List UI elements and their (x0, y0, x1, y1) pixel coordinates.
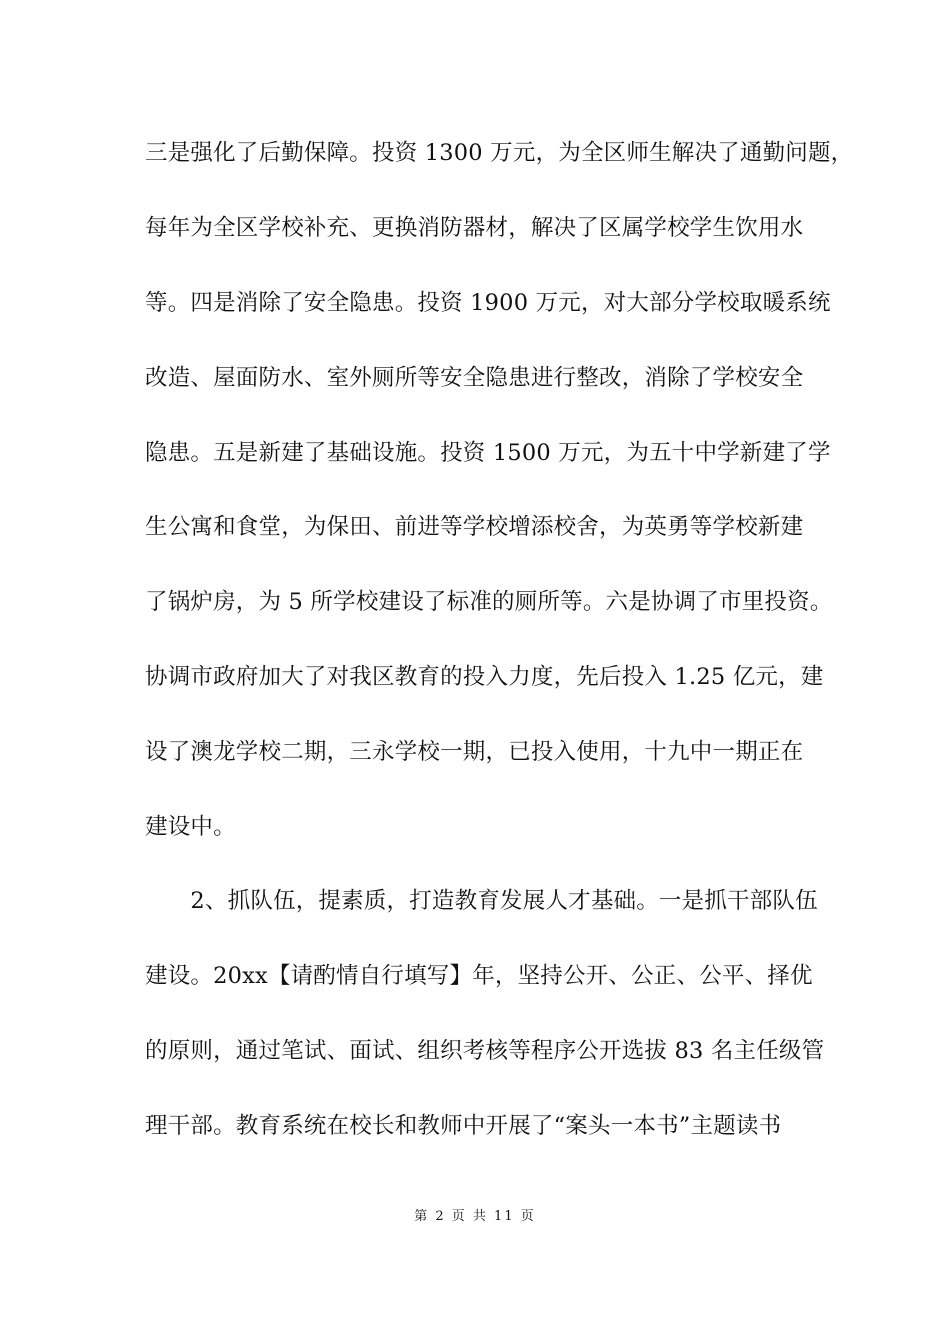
text-line: 等。四是消除了安全隐患。投资 1900 万元，对大部分学校取暖系统 (145, 290, 831, 316)
text-line: 隐患。五是新建了基础设施。投资 1500 万元，为五十中学新建了学 (145, 440, 831, 466)
text-line: 2、抓队伍，提素质，打造教育发展人才基础。一是抓干部队伍 (145, 888, 818, 914)
text-line: 每年为全区学校补充、更换消防器材，解决了区属学校学生饮用水 (145, 215, 804, 241)
text-line: 理干部。教育系统在校长和教师中开展了“案头一本书”主题读书 (145, 1113, 782, 1139)
text-line: 改造、屋面防水、室外厕所等安全隐患进行整改，消除了学校安全 (145, 365, 804, 391)
page-footer: 第 2 页 共 11 页 (414, 1209, 536, 1224)
text-line: 协调市政府加大了对我区教育的投入力度，先后投入 1.25 亿元，建 (145, 664, 824, 690)
text-line: 设了澳龙学校二期，三永学校一期，已投入使用，十九中一期正在 (145, 739, 804, 765)
text-line: 了锅炉房，为 5 所学校建设了标准的厕所等。六是协调了市里投资。 (145, 589, 833, 615)
text-line: 的原则，通过笔试、面试、组织考核等程序公开选拔 83 名主任级管 (145, 1038, 825, 1064)
text-line: 三是强化了后勤保障。投资 1300 万元，为全区师生解决了通勤问题， (145, 140, 854, 166)
text-line: 生公寓和食堂，为保田、前进等学校增添校舍，为英勇等学校新建 (145, 514, 804, 540)
text-line: 建设中。 (145, 814, 236, 840)
text-line: 建设。20xx【请酌情自行填写】年，坚持公开、公正、公平、择优 (145, 963, 813, 989)
